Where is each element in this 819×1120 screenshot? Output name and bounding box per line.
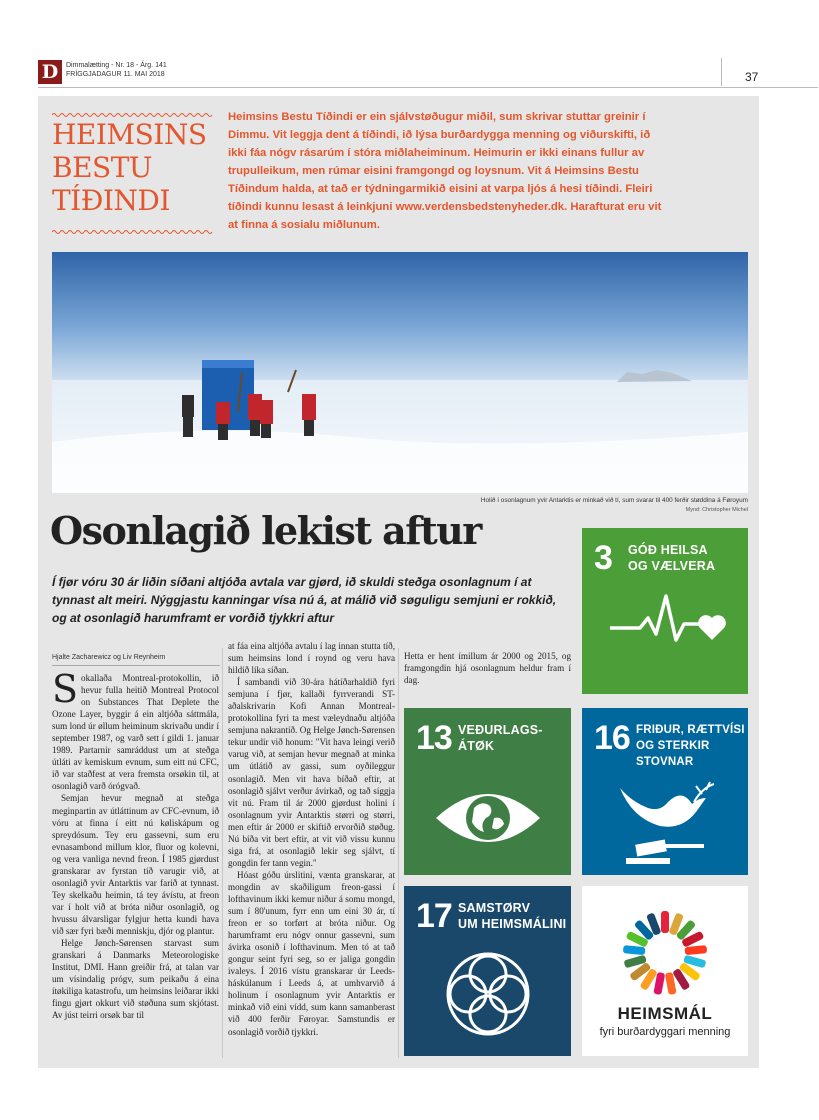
sdg-goal-16-tile (582, 708, 748, 875)
banner-intro-text: Heimsins Bestu Tíðindi er ein sjálvstøðugur miðil, sum skrivar stuttar greinir í Dimmu. Vit leggja dent á tíðindi, ið lýsa burðardygga menning og viðurskifti, ið ikki fáa nógv rásarúm í stóra miðlaheiminum. Heimurin er ikki einans fullur av trupulleikum, men rúmar eisini framgongd og loysnum. Vit á Heimsins Bestu Tíðindum halda, at tað er týdningarmikið eisini at varpa ljós á hesi tíðindi. Fleiri tíðindi kunnu lesast á leinkjuni www.verdensbedstenyheder.dk. Harafturat eru vit at finna á sosialu miðlunum. (228, 111, 662, 231)
article-column-2 (228, 640, 395, 1038)
sdg-goal-13-tile (404, 708, 571, 875)
heimsmal-subtitle: fyri burðardyggari menning (599, 1026, 731, 1038)
photo-credit: Mynd: Christopher Michel (685, 507, 748, 513)
antarctica-photo (52, 252, 748, 493)
article-byline: Hjalte Zacharewicz og Liv Reynheim (52, 654, 220, 666)
wheel-segment (623, 945, 646, 955)
banner-title-line: TÍÐINDI (52, 184, 170, 217)
sdg-goal-title (458, 900, 566, 932)
article-paragraph: Helge Jønch-Sørensen starvast sum granskari á Danmarks Meteorologiske Institut, DMI. Hann greiðir frá, at talan var um vísindalig prógv, sum peikaðu á eina ítøkiliga katastrofu, um heimsins leiðarar ikki fingu gjørt okkurt við støðuna sum skjótast. Av júst teirri orsøk bar til (52, 938, 219, 1021)
article-column-1 (52, 667, 219, 1021)
sdg-goal-title (628, 542, 715, 574)
sdg-title-line: FRIÐUR, RÆTTVÍSI (636, 724, 745, 736)
sdg-goal-number: 16 (594, 719, 630, 757)
sdg-title-line: VEÐURLAGS- (458, 723, 543, 737)
sdg-title-line: OG STERKIR STOVNAR (636, 740, 710, 768)
column-divider (222, 648, 223, 1058)
sdg-goal-title (636, 722, 748, 770)
heimsmal-title: HEIMSMÁL (617, 1004, 713, 1023)
sdg-goal-number: 17 (416, 897, 452, 935)
sdg-goal-number: 3 (594, 539, 612, 577)
sdg-goal-3-tile (582, 528, 748, 694)
banner-wave-bottom (52, 229, 213, 235)
banner-title-line: BESTU (52, 151, 152, 184)
wheel-segment (685, 945, 708, 955)
paper-date: FRÍGGJADAGUR 11. MAI 2018 (66, 71, 165, 78)
heimsmal-logo (582, 886, 748, 1056)
article-column-3 (404, 650, 571, 686)
article-paragraph: at fáa eina altjóða avtalu í lag innan stutta tíð, sum heimsins lond í roynd og veru hava hildið líka síðan. (228, 641, 395, 676)
article-lead: Í fjør vóru 30 ár liðin síðani altjóða avtala var gjørd, ið skuldi steðga osonlagnum í at tynnast alt meiri. Nýggjastu kanningar vísa nú á, at málið við søguligu semjuni er rokkið, og at osonlagið harumframt er vorðið tjykkri aftur (52, 575, 557, 625)
header-rule (38, 87, 818, 88)
sdg-title-line: ÁTØK (458, 739, 495, 753)
dove-gavel-icon (602, 768, 728, 868)
article-headline: Osonlagið lekist aftur (50, 508, 481, 553)
column-divider (398, 648, 399, 1058)
header-divider (721, 58, 722, 86)
sdg-title-line: GÓÐ HEILSA (628, 543, 708, 557)
sdg-title-line: OG VÆLVERA (628, 559, 716, 573)
wheel-segment (661, 911, 669, 933)
interlocking-rings-icon (442, 948, 534, 1040)
article-paragraph: Hóast góðu úrslitini, vænta granskarar, at mongdin av skaðiligum freon-gassi í lofthavinum ikki kemur niður á somu mongd, sum í 80'unum, fyrr enn um eini 30 ár, tí freon er so torført at bróta niður. Og harumframt eru nógv onnur gassevni, sum ávirka osonið í lofthavinum. Men tó at tað gongur seint fyri seg, so er jaliga gongdin ivaleys. Í 2016 vístu granskarar úr Leeds-háskúlanum í Leeds á, at umhvarvið á holinum í osonlagnum yvir Antarktis er minkað við eini vídd, sum kann samanberast við 400 ferðir Føroyar. Samstundis er osonlagið vorðið tjykkri. (228, 869, 395, 1037)
sdg-color-wheel-icon (620, 908, 710, 998)
sdg-goal-title (458, 722, 543, 754)
article-paragraph: Semjan hevur megnað at steðga meginpartin av útláttinum av CFC-evnum, ið vóru at finna í eitt nú køliskápum og spreydósum. Tey eru gassevni, sum eru evnasambond millum klor, fluor og kolevni, og vera vanliga nevnd freon. Í 1985 gjørdust granskarar av fyrstan tíð varugir við, at osonlagið yvir Antarktis var farið at tynnast. Tey skelkaðu heimin, tá tey ávístu, at freon var í holt við at bróta niður osonlagið, og hvussu álvarsligar fylgjur hetta kundi hava við sær fyri bæði menniskju, djór og plantur. (52, 793, 219, 936)
paragraph-text: okallaða Montreal-protokollin, ið hevur fulla heitið Montreal Protocol on Substances That Deplete the Ozone Layer, byggir á ein altjóða sáttmála, sum lond úr øllum heiminum skrivaðu undir í september 1987, og varð sett í gildi 1. januar 1989. Partarnir samráddust um at steðga útláti av kemiskum evnum, sum eitt nú CFC, ið var staðfest at vera fremsta orsøkin til, at osonlagið varð órógvað. (52, 673, 219, 792)
drop-cap: S (52, 667, 79, 711)
banner-title (52, 118, 217, 217)
sdg-goal-number: 13 (416, 719, 452, 757)
sdg-title-line: UM HEIMSMÁLINI (458, 917, 567, 931)
page-number: 37 (745, 70, 759, 84)
newspaper-logo: D (38, 60, 62, 84)
earth-eye-icon (432, 778, 544, 858)
sdg-title-line: SAMSTØRV (458, 901, 531, 915)
article-paragraph: Í sambandi við 30-ára hátíðarhaldið fyri semjuna í fjør, kallaði fyrrverandi ST-aðalskrivarin Kofi Annan Montreal-protokollina fyri ta mest væleydnaðu altjóða semjuna nakrantíð. Og Helge Jønch-Sørensen tekur undir við honum: "Vit hava leingi verið varug við, at semjan hevur megnað at minka um útlátið av gassi, sum oyðileggur osonlagið. Men vit hava bíðað eftir, at osonlagið sjálvt verður ávirkað, og tað síggja vit nú. Fram til ár 2000 gjørdust holini í osonlagnum yvir Antarktis størri og størri, men eftir ár 2000 er skiftið ervorðið støðug. Nú bíða vit bert eftir, at vit við vissu kunnu siga frá, at osonlagið lekir seg sjálvt, tí gongdin fer tann vegin." (228, 677, 395, 868)
article-paragraph: Hetta er hent ímillum ár 2000 og 2015, og framgongdin hjá osonlagnum heldur fram í dag. (404, 651, 571, 686)
article-paragraph (52, 667, 219, 792)
paper-issue-info: Dimmalætting - Nr. 18 - Árg. 141 (66, 62, 167, 69)
photo-caption: Holið í osonlagnum yvir Antarktis er minkað við tí, sum svarar til 400 ferðir støddina á Føroyum (480, 497, 748, 504)
heartbeat-icon (608, 588, 728, 648)
sdg-goal-17-tile (404, 886, 571, 1056)
banner-title-line: HEIMSINS (52, 118, 207, 151)
